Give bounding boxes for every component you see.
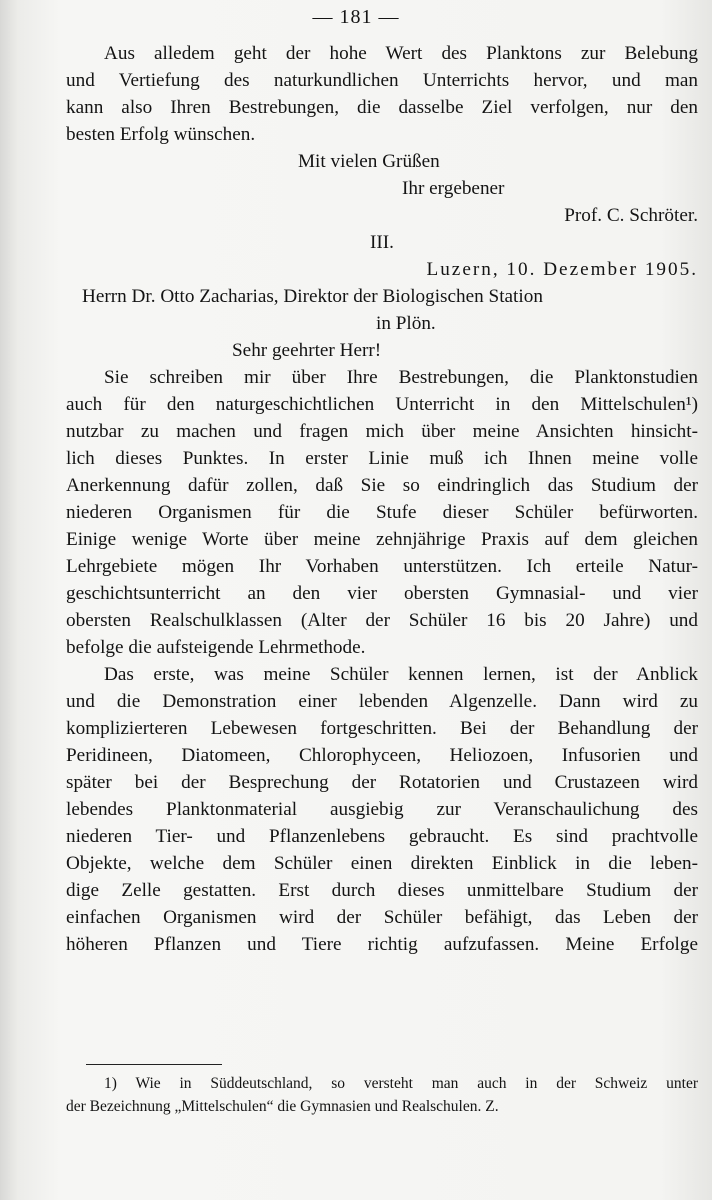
- body-line: Lehrgebiete mögen Ihr Vorhaben unterstützen. Ich erteile Natur-: [66, 556, 698, 577]
- body-line: Prof. C. Schröter.: [564, 205, 698, 226]
- foot-line: der Bezeichnung „Mittelschulen“ die Gymnasien und Realschulen. Z.: [66, 1098, 499, 1115]
- body-line: lebendes Planktonmaterial ausgiebig zur Veranschaulichung des: [66, 799, 698, 820]
- body-line: nutzbar zu machen und fragen mich über meine Ansichten hinsicht-: [66, 421, 698, 442]
- body-line: und Vertiefung des naturkundlichen Unterrichts hervor, und man: [66, 70, 698, 91]
- body-line: und die Demonstration einer lebenden Algenzelle. Dann wird zu: [66, 691, 698, 712]
- body-line: Ihr ergebener: [402, 178, 505, 199]
- body-line: obersten Realschulklassen (Alter der Schüler 16 bis 20 Jahre) und: [66, 610, 698, 631]
- body-text: [66, 40, 698, 958]
- body-line: niederen Organismen für die Stufe dieser Schüler befürworten.: [66, 502, 698, 523]
- body-line: Objekte, welche dem Schüler einen direkten Einblick in die leben-: [66, 853, 698, 874]
- body-line: komplizierteren Lebewesen fortgeschritten. Bei der Behandlung der: [66, 718, 698, 739]
- body-line: III.: [370, 232, 394, 253]
- body-line: Anerkennung dafür zollen, daß Sie so eindringlich das Studium der: [66, 475, 698, 496]
- body-line: in Plön.: [376, 313, 436, 334]
- body-line: besten Erfolg wünschen.: [66, 124, 256, 145]
- body-line: Aus alledem geht der hohe Wert des Planktons zur Belebung: [104, 43, 698, 64]
- body-line: Das erste, was meine Schüler kennen lernen, ist der Anblick: [104, 664, 698, 685]
- foot-line: 1) Wie in Süddeutschland, so versteht man auch in der Schweiz unter: [104, 1075, 698, 1092]
- body-line: Einige wenige Worte über meine zehnjährige Praxis auf dem gleichen: [66, 529, 698, 550]
- body-line: kann also Ihren Bestrebungen, die dasselbe Ziel verfolgen, nur den: [66, 97, 698, 118]
- page-number: — 181 —: [312, 6, 400, 28]
- body-line: später bei der Besprechung der Rotatorien und Crustazeen wird: [66, 772, 698, 793]
- footnote: [66, 1072, 698, 1118]
- body-line: befolge die aufsteigende Lehrmethode.: [66, 637, 366, 658]
- body-line: Peridineen, Diatomeen, Chlorophyceen, Heliozoen, Infusorien und: [66, 745, 698, 766]
- body-line: niederen Tier- und Pflanzenlebens gebraucht. Es sind prachtvolle: [66, 826, 698, 847]
- body-line: Mit vielen Grüßen: [298, 151, 440, 172]
- body-line: geschichtsunterricht an den vier obersten Gymnasial- und vier: [66, 583, 698, 604]
- body-line: Herrn Dr. Otto Zacharias, Direktor der Biologischen Station: [82, 286, 543, 307]
- footnote-divider: [86, 1064, 222, 1065]
- body-line: Sehr geehrter Herr!: [232, 340, 382, 361]
- body-line: einfachen Organismen wird der Schüler befähigt, das Leben der: [66, 907, 698, 928]
- body-line: dige Zelle gestatten. Erst durch dieses unmittelbare Studium der: [66, 880, 698, 901]
- body-line: lich dieses Punktes. In erster Linie muß ich Ihnen meine volle: [66, 448, 698, 469]
- body-line: Luzern, 10. Dezember 1905.: [426, 259, 698, 280]
- body-line: höheren Pflanzen und Tiere richtig aufzufassen. Meine Erfolge: [66, 934, 698, 955]
- body-line: Sie schreiben mir über Ihre Bestrebungen, die Planktonstudien: [104, 367, 698, 388]
- body-line: auch für den naturgeschichtlichen Unterricht in den Mittelschulen¹): [66, 394, 698, 415]
